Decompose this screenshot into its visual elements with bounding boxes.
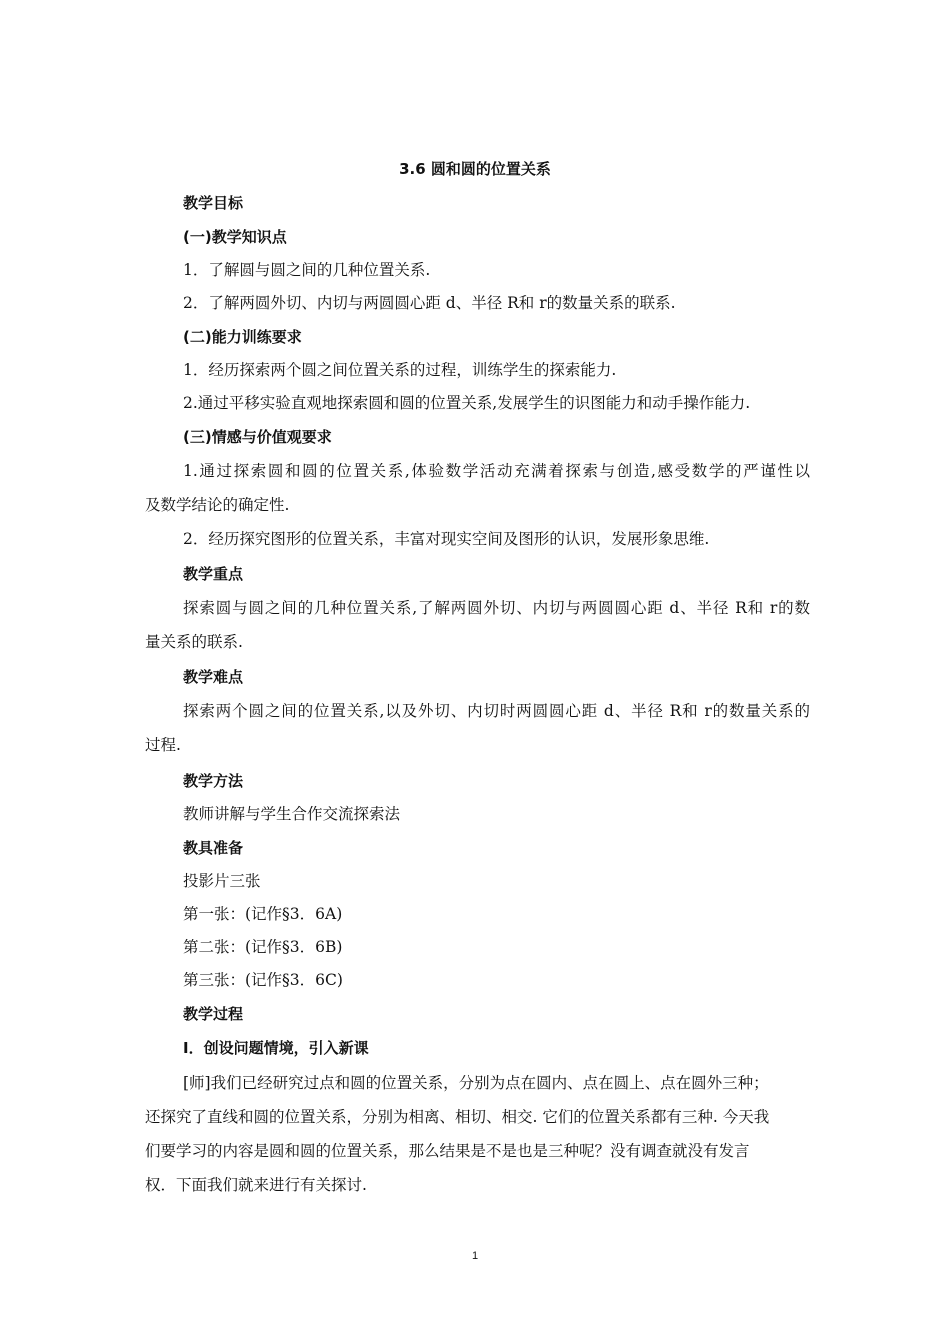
paragraph: 探索两个圆之间的位置关系,以及外切、内切时两圆圆心距 d、半径 R和 r的数量关系的 (183, 702, 810, 720)
paragraph-continuation: 还探究了直线和圆的位置关系，分别为相离、相切、相交. 它们的位置关系都有三种. 今天我 (145, 1108, 770, 1126)
paragraph: 教师讲解与学生合作交流探索法 (183, 805, 401, 823)
heading-tools: 教具准备 (183, 839, 244, 857)
heading-method: 教学方法 (183, 772, 244, 790)
heading-step-1: Ⅰ．创设问题情境，引入新课 (183, 1039, 369, 1057)
heading-goals: 教学目标 (183, 194, 244, 212)
paragraph-continuation: 们要学习的内容是圆和圆的位置关系，那么结果是不是也是三种呢？没有调查就没有发言 (145, 1142, 750, 1160)
list-item: 第二张：(记作§3．6B) (183, 938, 343, 956)
heading-difficulties: 教学难点 (183, 668, 244, 686)
paragraph: 投影片三张 (183, 872, 261, 890)
paragraph-continuation: 量关系的联系. (145, 633, 243, 651)
heading-knowledge: (一)教学知识点 (183, 228, 287, 246)
paragraph: 2．了解两圆外切、内切与两圆圆心距 d、半径 R和 r的数量关系的联系. (183, 294, 676, 312)
paragraph: 2.通过平移实验直观地探索圆和圆的位置关系,发展学生的识图能力和动手操作能力. (183, 394, 751, 412)
paragraph-continuation: 过程. (145, 736, 181, 754)
paragraph: 探索圆与圆之间的几种位置关系,了解两圆外切、内切与两圆圆心距 d、半径 R和 r的数 (183, 599, 810, 617)
page-number: 1 (471, 1250, 479, 1262)
paragraph-continuation: 及数学结论的确定性. (145, 496, 290, 514)
paragraph: 1．经历探索两个圆之间位置关系的过程，训练学生的探索能力. (183, 361, 617, 379)
heading-ability: (二)能力训练要求 (183, 328, 302, 346)
paragraph-continuation: 权．下面我们就来进行有关探讨. (145, 1176, 367, 1194)
doc-title: 3.6 圆和圆的位置关系 (399, 160, 551, 178)
paragraph: 2．经历探究图形的位置关系，丰富对现实空间及图形的认识，发展形象思维. (183, 530, 710, 548)
list-item: 第三张：(记作§3．6C) (183, 971, 343, 989)
paragraph: 1．了解圆与圆之间的几种位置关系. (183, 261, 431, 279)
list-item: 第一张：(记作§3．6A) (183, 905, 343, 923)
heading-process: 教学过程 (183, 1005, 244, 1023)
heading-attitude: (三)情感与价值观要求 (183, 428, 332, 446)
paragraph: 1.通过探索圆和圆的位置关系,体验数学活动充满着探索与创造,感受数学的严谨性以 (183, 462, 810, 480)
paragraph: [师]我们已经研究过点和圆的位置关系，分别为点在圆内、点在圆上、点在圆外三种； (183, 1074, 769, 1092)
heading-key-points: 教学重点 (183, 565, 244, 583)
